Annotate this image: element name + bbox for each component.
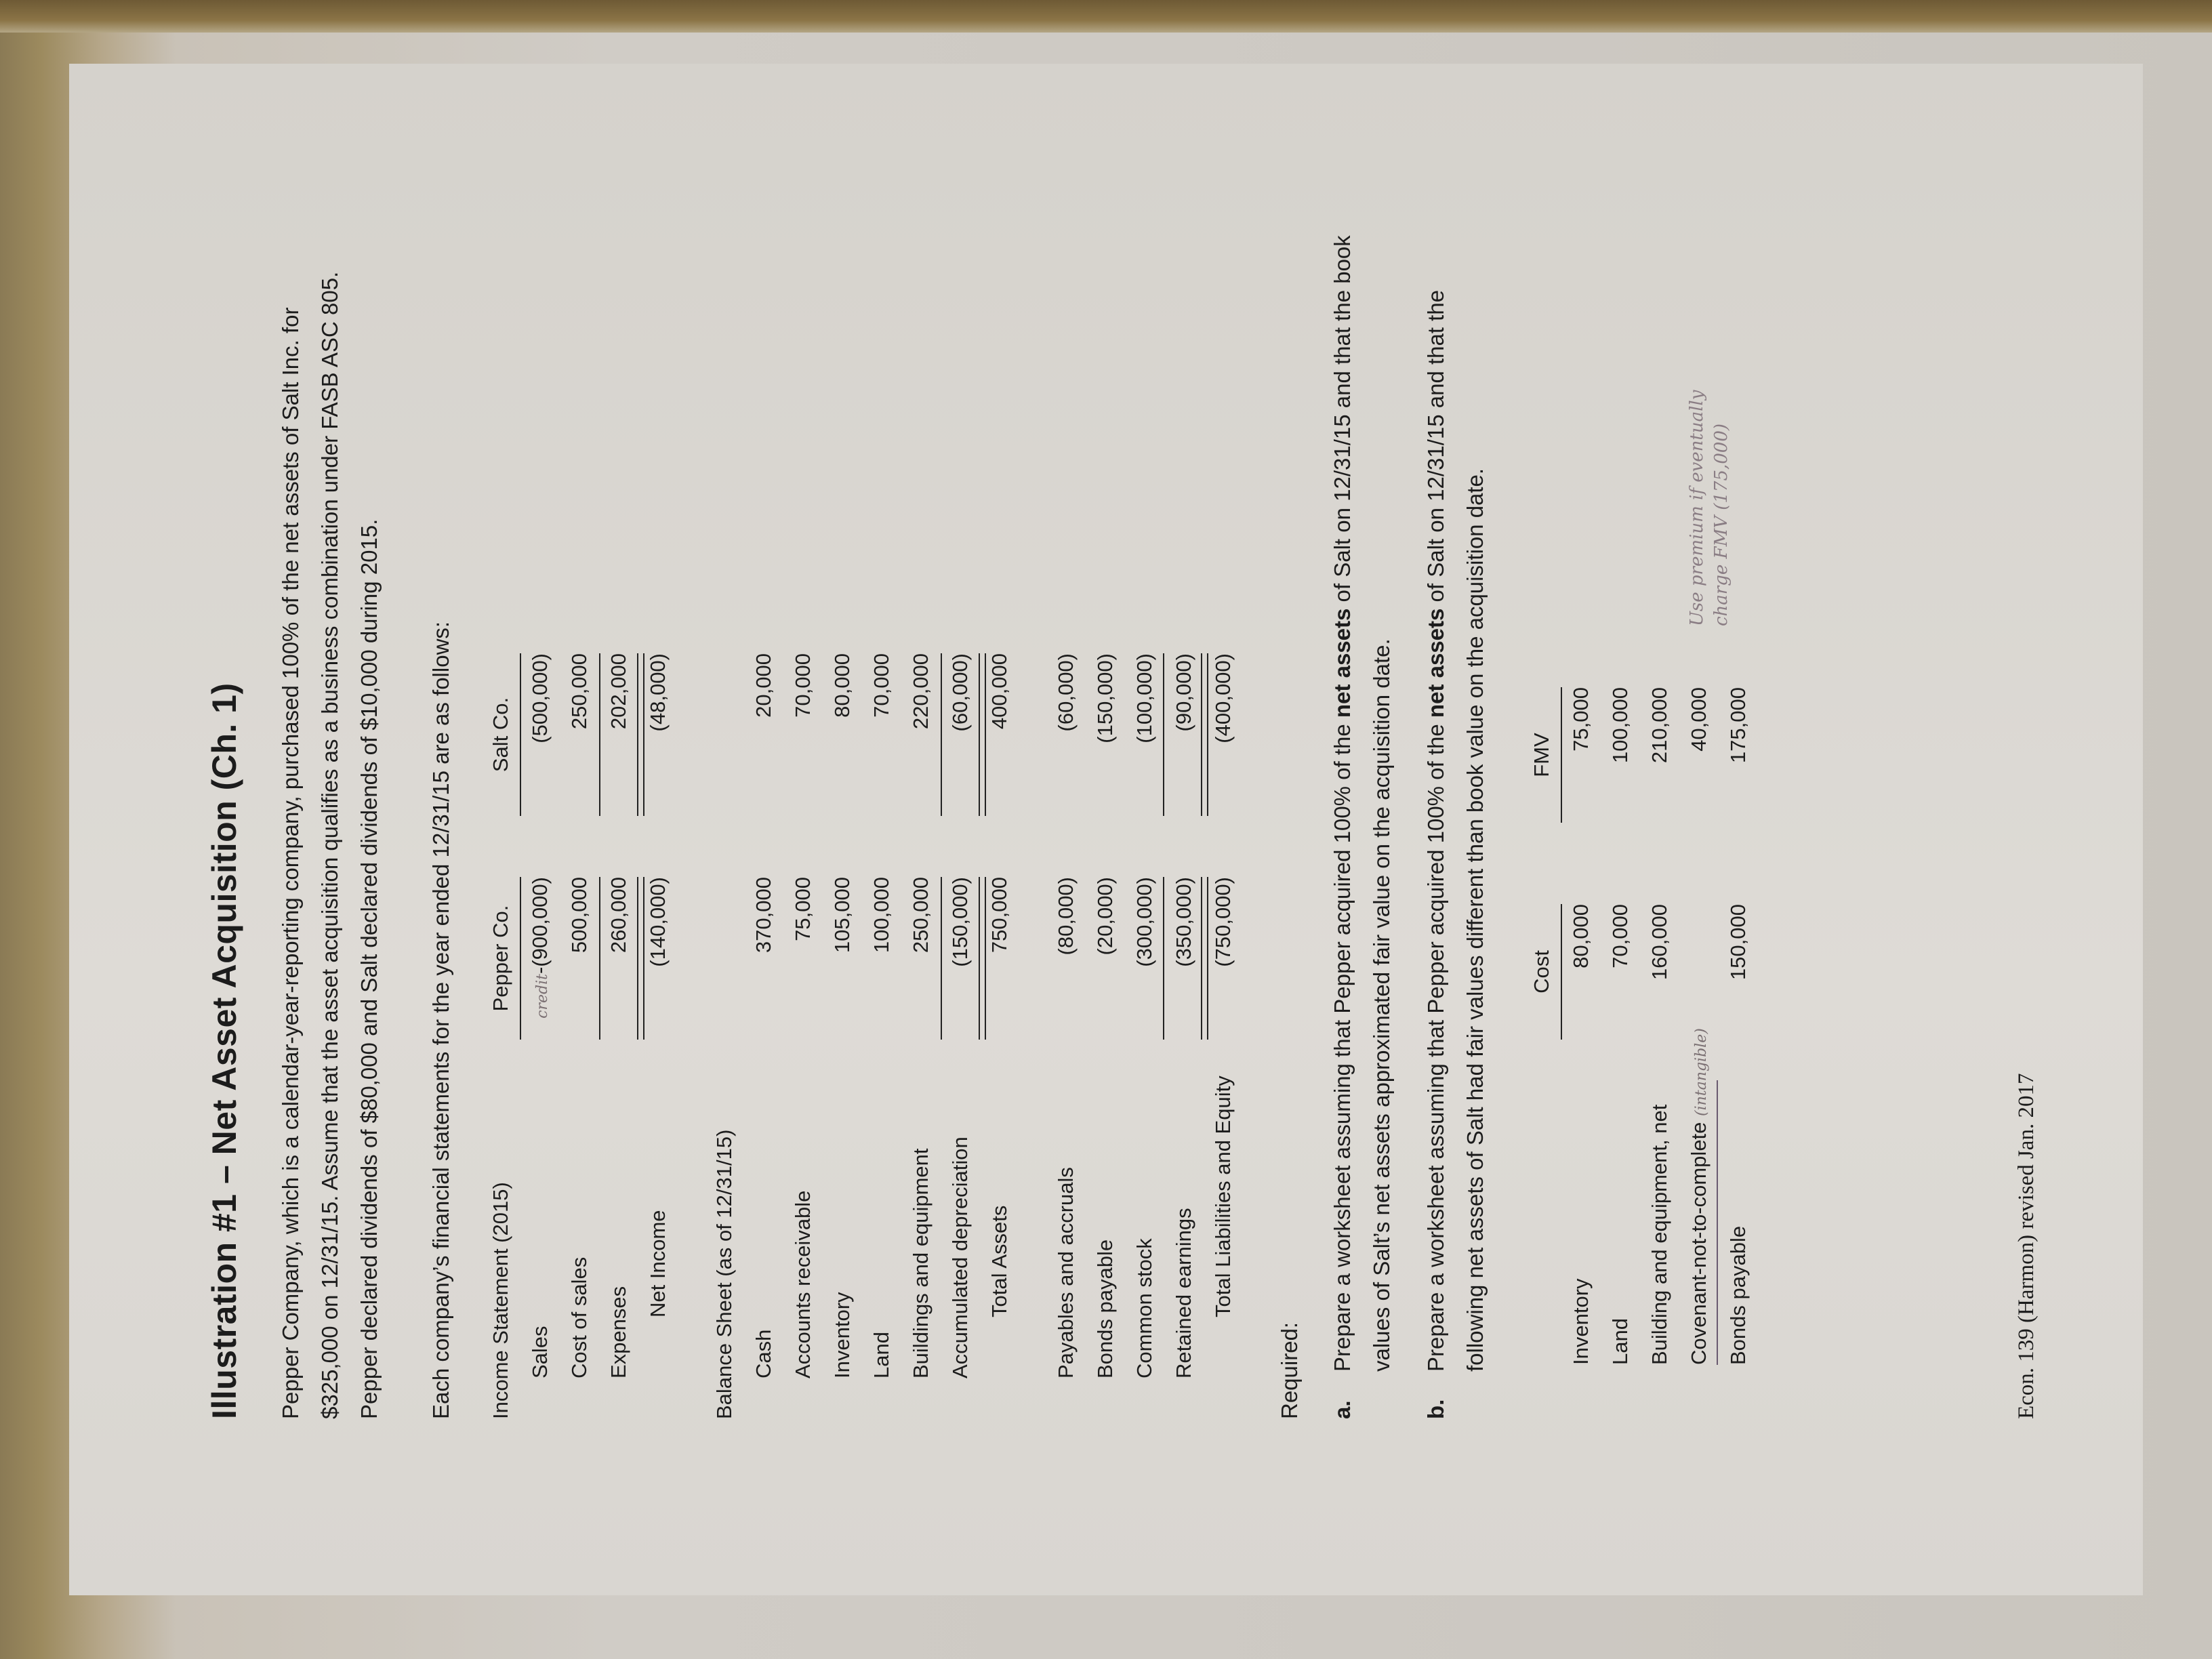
assets-subtotal-rule-pepper: [941, 877, 942, 1040]
row-label: Total Liabilities and Equity: [1211, 1076, 1235, 1317]
pepper-value: (350,000): [1172, 877, 1195, 967]
row-label: Inventory: [830, 1292, 854, 1378]
salt-value: (150,000): [1093, 653, 1117, 743]
balance-sheet-heading: Balance Sheet (as of 12/31/15): [712, 1129, 736, 1419]
row-label: Land: [869, 1332, 893, 1378]
table-row: [1204, 145, 1243, 1419]
table-row: [560, 145, 599, 1419]
fmv-value: 210,000: [1647, 687, 1671, 764]
row-label: Cash: [752, 1329, 775, 1378]
row-label: Total Assets: [987, 1205, 1011, 1317]
fmv-value: 75,000: [1569, 687, 1593, 752]
requirement-a-bold: net assets: [1330, 608, 1355, 718]
row-label: Expenses: [607, 1286, 630, 1378]
table-row: [1601, 145, 1640, 1419]
pepper-value: (750,000): [1211, 877, 1235, 967]
row-label: Bonds payable: [1093, 1239, 1117, 1378]
fmv-column-header: FMV: [1530, 733, 1553, 777]
document-page: [69, 64, 2143, 1595]
salt-value: 400,000: [987, 653, 1011, 730]
salt-value: (100,000): [1132, 653, 1156, 743]
salt-value: 202,000: [607, 653, 630, 730]
pepper-value: 100,000: [869, 877, 893, 954]
requirement-a-text-post: of Salt on 12/31/15 and that the book values of Salt’s net assets approximated fair value on the acquisition date.: [1330, 235, 1394, 1372]
table-row: [1640, 145, 1679, 1419]
liab-subtotal-rule-pepper: [1163, 877, 1164, 1040]
table-row: [1086, 145, 1125, 1419]
row-label: Buildings and equipment: [909, 1148, 933, 1378]
fmv-value: 40,000: [1687, 687, 1711, 752]
handwritten-intangible-note: (intangible): [1693, 1028, 1710, 1116]
handwritten-credit-note: credit: [534, 974, 551, 1019]
pepper-value: 105,000: [830, 877, 854, 954]
handwritten-underline: [1717, 1080, 1718, 1365]
salt-column-header: Salt Co.: [489, 697, 512, 773]
salt-value: (90,000): [1172, 653, 1195, 732]
table-row: [1719, 145, 1758, 1419]
table-row: [783, 145, 823, 1419]
liab-subtotal-rule-salt: [1163, 653, 1164, 816]
row-label: Land: [1608, 1318, 1632, 1365]
requirement-a-text-pre: Prepare a worksheet assuming that Pepper acquired 100% of the: [1330, 718, 1355, 1372]
statements-intro: Each company’s financial statements for the year ended 12/31/15 are as follows:: [428, 621, 453, 1419]
table-row: [1046, 145, 1086, 1419]
row-label: Bonds payable: [1726, 1225, 1750, 1365]
row-label: Cost of sales: [567, 1256, 591, 1378]
table-row: [862, 145, 901, 1419]
cost-value: 70,000: [1608, 904, 1632, 968]
row-label: Net Income: [646, 1210, 670, 1317]
requirement-b-bold: net assets: [1423, 608, 1448, 718]
required-heading: Required:: [1277, 1322, 1302, 1419]
pepper-value: (150,000): [948, 877, 972, 967]
pepper-value: 75,000: [791, 877, 815, 941]
income-statement-heading: Income Statement (2015): [489, 1182, 512, 1419]
intro-paragraph: Pepper Company, which is a calendar-year-reporting company, purchased 100% of the net assets of Salt Inc. for $325,000 on 12/31/15. Assume that the asset acquisition qualifies as a business combination under FASB ASC 805. Pepper declared dividends of $80,000 and Salt declared dividends of $10,000 during 2015.: [278, 271, 382, 1419]
row-label: Sales: [528, 1326, 552, 1378]
requirement-b: [1416, 220, 1495, 1419]
pepper-value: credit-(900,000): [528, 877, 552, 1019]
row-label: Retained earnings: [1172, 1208, 1195, 1378]
table-row: [1164, 145, 1204, 1419]
pepper-value: (140,000): [646, 877, 670, 967]
row-label: Covenant-not-to-complete (intangible): [1687, 1028, 1711, 1365]
income-statement: [481, 145, 678, 1419]
handwritten-margin-note: Use premium if eventually charge FMV (175,000): [1687, 390, 1732, 626]
total-double-rule-pepper: [637, 877, 644, 1040]
table-row: [941, 145, 980, 1419]
fmv-value: 175,000: [1726, 687, 1750, 764]
salt-value: (48,000): [646, 653, 670, 732]
requirement-b-text-pre: Prepare a worksheet assuming that Pepper acquired 100% of the: [1423, 718, 1448, 1372]
liab-double-rule-salt: [1201, 653, 1208, 816]
requirement-a-letter: a.: [1330, 1400, 1355, 1419]
salt-value: 20,000: [752, 653, 775, 718]
salt-value: (400,000): [1211, 653, 1235, 743]
table-row: [599, 145, 638, 1419]
cost-value: 160,000: [1647, 904, 1671, 981]
total-double-rule-salt: [637, 653, 644, 816]
pepper-value: 750,000: [987, 877, 1011, 954]
assets-double-rule-salt: [979, 653, 986, 816]
subtotal-rule-salt: [599, 653, 600, 816]
requirement-b-text-post: of Salt on 12/31/15 and that the following net assets of Salt had fair values different than book value on the acquisition date.: [1423, 289, 1488, 1372]
assets-subtotal-rule-salt: [941, 653, 942, 816]
table-row: [1125, 145, 1164, 1419]
row-label: Building and equipment, net: [1647, 1104, 1671, 1365]
page-title: Illustration #1 – Net Asset Acquisition (Ch. 1): [205, 682, 243, 1419]
liab-double-rule-pepper: [1201, 877, 1208, 1040]
row-label: Accumulated depreciation: [948, 1136, 972, 1378]
salt-value: 250,000: [567, 653, 591, 730]
table-row: [520, 145, 560, 1419]
row-label: Inventory: [1569, 1278, 1593, 1365]
salt-value: 70,000: [791, 653, 815, 718]
page-footer: Econ. 139 (Harmon) revised Jan. 2017: [2014, 1073, 2039, 1419]
table-row: [1561, 145, 1601, 1419]
pepper-value: (80,000): [1054, 877, 1078, 956]
row-label: Common stock: [1132, 1238, 1156, 1378]
table-row: [901, 145, 941, 1419]
salt-value: (60,000): [1054, 653, 1078, 732]
fair-value-header: [1522, 145, 1561, 1419]
requirement-a: [1323, 220, 1401, 1419]
pepper-value: 500,000: [567, 877, 591, 954]
pepper-value: (300,000): [1132, 877, 1156, 967]
requirement-b-letter: b.: [1423, 1399, 1448, 1419]
balance-sheet-header: [705, 145, 744, 1419]
pepper-value: 250,000: [909, 877, 933, 954]
income-statement-header: [481, 145, 520, 1419]
pepper-value: (20,000): [1093, 877, 1117, 956]
salt-value: 80,000: [830, 653, 854, 718]
pepper-value: 370,000: [752, 877, 775, 954]
fmv-value: 100,000: [1608, 687, 1632, 764]
cost-value: 150,000: [1726, 904, 1750, 981]
balance-sheet: [705, 145, 1243, 1419]
row-label: Payables and accruals: [1054, 1167, 1078, 1378]
subtotal-rule-pepper: [599, 877, 600, 1040]
pepper-column-header: Pepper Co.: [489, 905, 512, 1012]
table-row: [744, 145, 783, 1419]
fair-value-table: [1522, 145, 1758, 1419]
salt-value: 220,000: [909, 653, 933, 730]
table-row: [823, 145, 862, 1419]
cost-value: 80,000: [1569, 904, 1593, 968]
salt-value: (500,000): [528, 653, 552, 743]
row-label: Accounts receivable: [791, 1190, 815, 1378]
pepper-value: 260,000: [607, 877, 630, 954]
cost-column-header: Cost: [1530, 950, 1553, 994]
salt-value: 70,000: [869, 653, 893, 718]
assets-double-rule-pepper: [979, 877, 986, 1040]
salt-value: (60,000): [948, 653, 972, 732]
table-row: [1679, 145, 1719, 1419]
